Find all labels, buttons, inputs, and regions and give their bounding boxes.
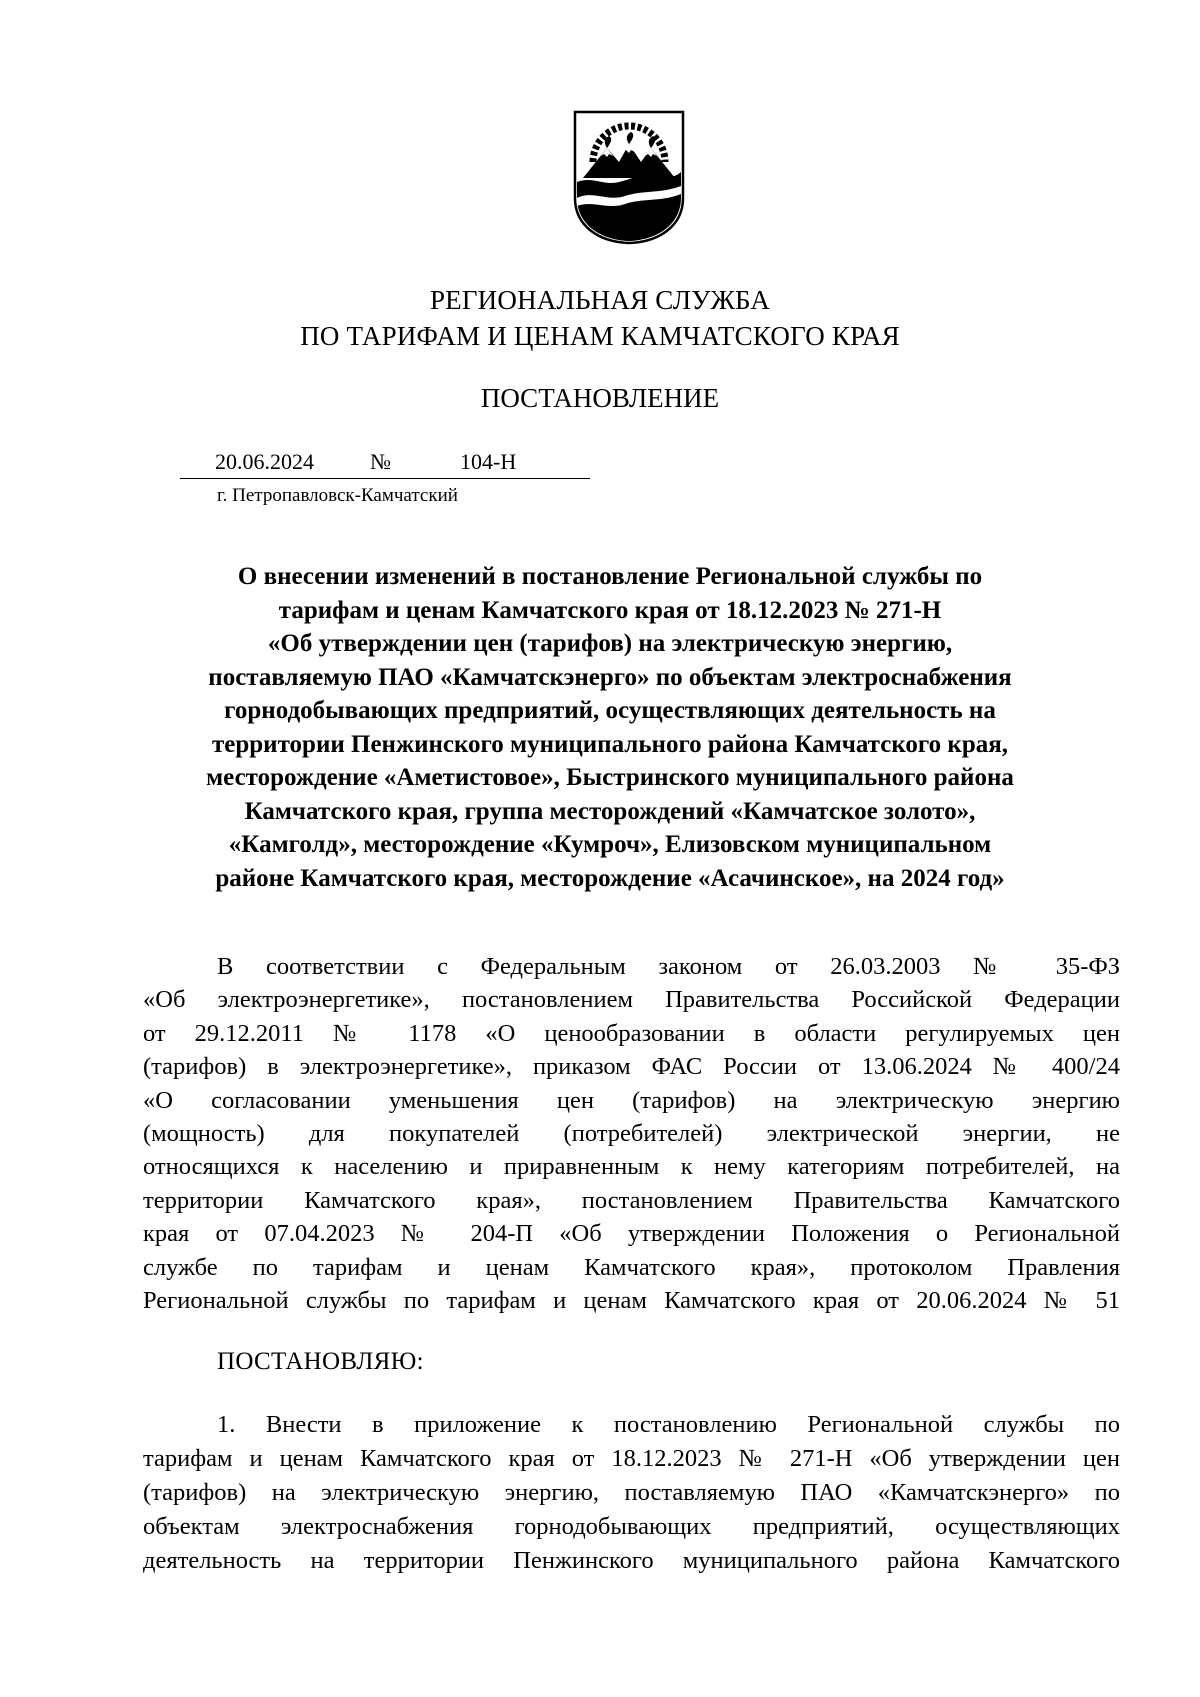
decree-word: ПОСТАНОВЛЯЮ: xyxy=(217,1348,424,1375)
preamble-line: территории Камчатского края», постановлением Правительства Камчатского xyxy=(143,1186,1120,1214)
city-name: г. Петропавловск-Камчатский xyxy=(217,485,458,506)
preamble-line: «Об электроэнергетике», постановлением Правительства Российской Федерации xyxy=(143,986,1120,1014)
preamble-line: службе по тарифам и ценам Камчатского края», протоколом Правления xyxy=(143,1253,1120,1281)
preamble-line: Региональной службы по тарифам и ценам Камчатского края от 20.06.2024 № 51 xyxy=(143,1286,1120,1314)
preamble-line: (тарифов) в электроэнергетике», приказом ФАС России от 13.06.2024 № 400/24 xyxy=(143,1053,1120,1081)
preamble-line: от 29.12.2011 № 1178 «О ценообразовании в области регулируемых цен xyxy=(143,1019,1120,1047)
agency-name xyxy=(0,282,1200,354)
preamble-line: «О согласовании уменьшения цен (тарифов) на электрическую энергию xyxy=(143,1086,1120,1114)
item-1-line: объектам электроснабжения горнодобывающих предприятий, осуществляющих xyxy=(143,1513,1120,1540)
title-line: «Камголд», месторождение «Кумроч», Елизовском муниципальном xyxy=(228,831,992,858)
item-1-line: деятельность на территории Пенжинского муниципального района Камчатского xyxy=(143,1547,1120,1574)
preamble-line: относящихся к населению и приравненным к нему категориям потребителей, на xyxy=(143,1153,1120,1181)
preamble-line: В соответствии с Федеральным законом от 26.03.2003 № 35-ФЗ xyxy=(217,953,1120,980)
title-line: поставляемую ПАО «Камчатскэнерго» по объектам электроснабжения xyxy=(208,663,1012,691)
item-1-paragraph xyxy=(143,1408,1120,1578)
number-sign: № xyxy=(370,449,391,474)
title-line: месторождение «Аметистовое», Быстринского муниципального района xyxy=(206,764,1014,791)
kamchatka-coat-of-arms-icon xyxy=(573,110,685,245)
preamble-line: (мощность) для покупателей (потребителей) электрической энергии, не xyxy=(143,1119,1120,1147)
title-line: районе Камчатского края, месторождение «Асачинское», на 2024 год» xyxy=(215,864,1005,892)
item-1-line: 1. Внести в приложение к постановлению Региональной службы по xyxy=(217,1411,1120,1438)
item-1-line: (тарифов) на электрическую энергию, поставляемую ПАО «Камчатскэнерго» по xyxy=(143,1479,1120,1506)
agency-name-line-2: ПО ТАРИФАМ И ЦЕНАМ КАМЧАТСКОГО КРАЯ xyxy=(300,321,900,351)
title-line: горнодобывающих предприятий, осуществляющих деятельность на xyxy=(224,697,996,724)
document-date: 20.06.2024 xyxy=(215,449,314,474)
preamble-paragraph xyxy=(143,950,1120,1317)
title-line: территории Пенжинского муниципального района Камчатского края, xyxy=(212,730,1008,758)
document-type: ПОСТАНОВЛЕНИЕ xyxy=(480,383,720,413)
document-title xyxy=(130,560,1090,895)
title-line: «Об утверждении цен (тарифов) на электрическую энергию, xyxy=(267,630,953,657)
title-line: тарифам и ценам Камчатского края от 18.12.2023 № 271-Н xyxy=(278,596,942,624)
document-number: 104-Н xyxy=(460,449,517,474)
agency-name-line-1: РЕГИОНАЛЬНАЯ СЛУЖБА xyxy=(429,285,771,315)
preamble-line: края от 07.04.2023 № 204-П «Об утверждении Положения о Региональной xyxy=(143,1220,1120,1248)
date-number-line xyxy=(180,448,590,479)
title-line: Камчатского края, группа месторождений «Камчатское золото», xyxy=(244,797,976,825)
item-1-line: тарифам и ценам Камчатского края от 18.12.2023 № 271-Н «Об утверждении цен xyxy=(143,1445,1120,1472)
title-line: О внесении изменений в постановление Региональной службы по xyxy=(237,563,983,590)
